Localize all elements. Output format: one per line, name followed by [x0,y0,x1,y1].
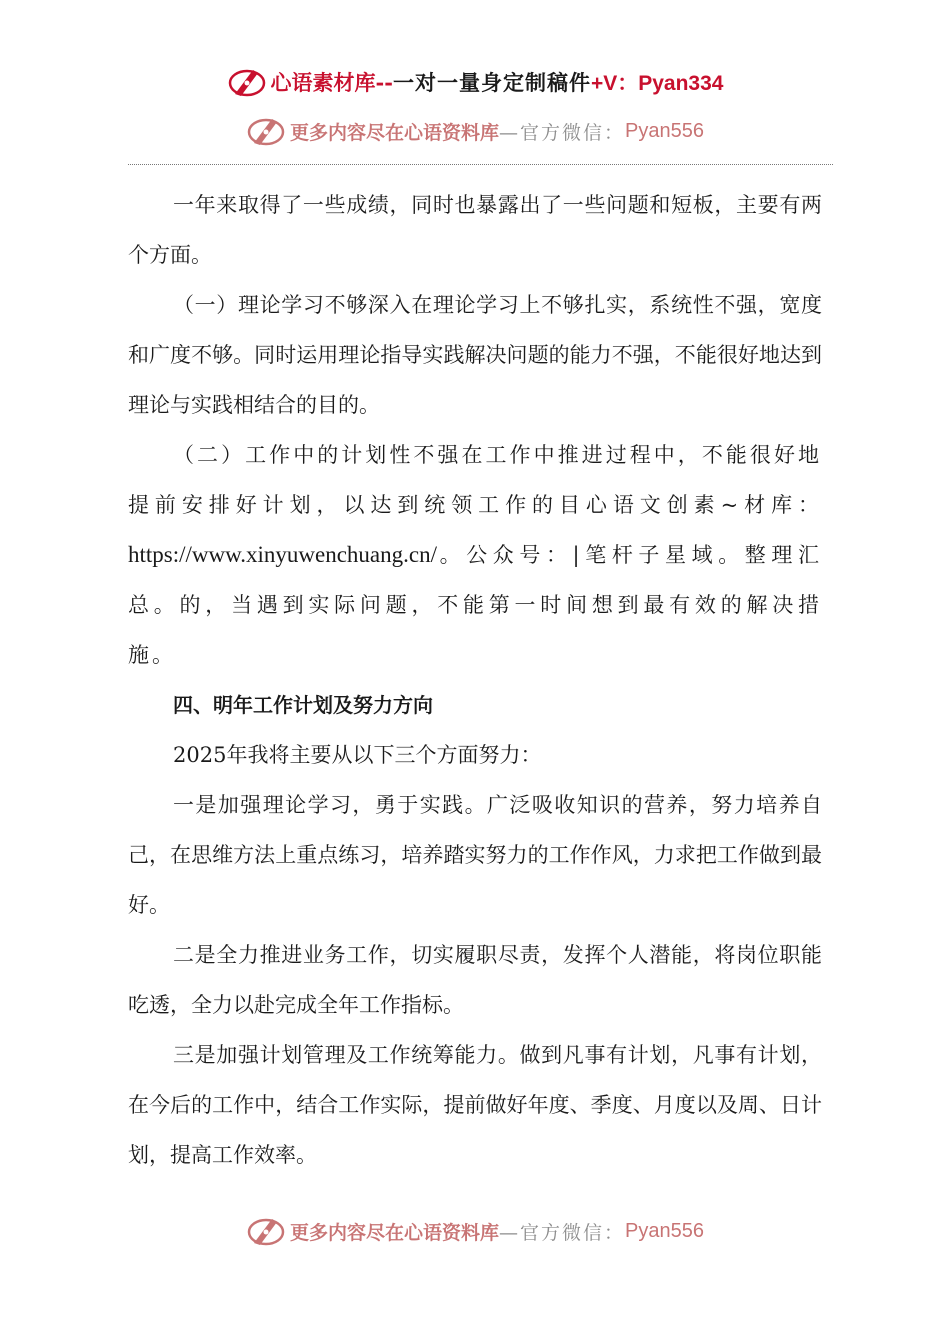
footer-text: 更多内容尽在心语资料库 [290,1221,500,1244]
header-banner [0,62,950,102]
brand-name: 心语素材库 [270,70,376,95]
footer-wechat-id: Pyan556 [625,1219,704,1242]
paragraph-issue-2-text: （二）工作中的计划性不强在工作中推进过程中，不能很好地提前安排好计划，以达到统领工作的目心语文创素~材库： [128,443,822,517]
document-body [128,180,822,1180]
header-contact: +V：Pyan334 [590,72,724,95]
pen-logo-icon [227,64,269,100]
paragraph-plan-2: 二是全力推进业务工作，切实履职尽责，发挥个人潜能，将岗位职能吃透，全力以赴完成全年工作指标。 [128,943,822,1017]
subheader-wechat-label: —官方微信： [499,121,626,144]
pen-logo-icon [246,1213,288,1249]
header-tagline: 一对一量身定制稿件 [392,70,591,95]
paragraph-issue-1: （一）理论学习不够深入在理论学习上不够扎实，系统性不强，宽度和广度不够。同时运用理论指导实践解决问题的能力不强，不能很好地达到理论与实践相结合的目的。 [128,293,822,417]
section-heading: 四、明年工作计划及努力方向 [173,693,433,717]
source-url: https://www.xinyuwenchuang.cn/ [128,542,437,567]
paragraph-issue-2 [128,430,822,680]
subheader-text: 更多内容尽在心语资料库 [290,121,500,144]
header-divider [128,164,833,165]
paragraph-plan-intro: 2025年我将主要从以下三个方面努力： [173,743,542,767]
paragraph-plan-3: 三是加强计划管理及工作统筹能力。做到凡事有计划，凡事有计划，在今后的工作中，结合工作实际，提前做好年度、季度、月度以及周、日计划，提高工作效率。 [128,1043,822,1167]
footer-watermark [0,1212,950,1250]
header-separator: -- [375,69,393,95]
subheader-wechat-id: Pyan556 [625,119,704,142]
paragraph-plan-1: 一是加强理论学习，勇于实践。广泛吸收知识的营养，努力培养自己，在思维方法上重点练习，培养踏实努力的工作作风，力求把工作做到最好。 [128,793,822,917]
footer-wechat-label: —官方微信： [499,1221,626,1244]
paragraph-issue-2-cont: 。公众号：|笔杆子星域。整理汇总。的，当遇到实际问题，不能第一时间想到最有效的解决措施。 [128,543,822,667]
pen-logo-icon [246,113,288,149]
subheader-watermark [0,112,950,150]
paragraph-summary: 一年来取得了一些成绩，同时也暴露出了一些问题和短板，主要有两个方面。 [128,193,822,267]
